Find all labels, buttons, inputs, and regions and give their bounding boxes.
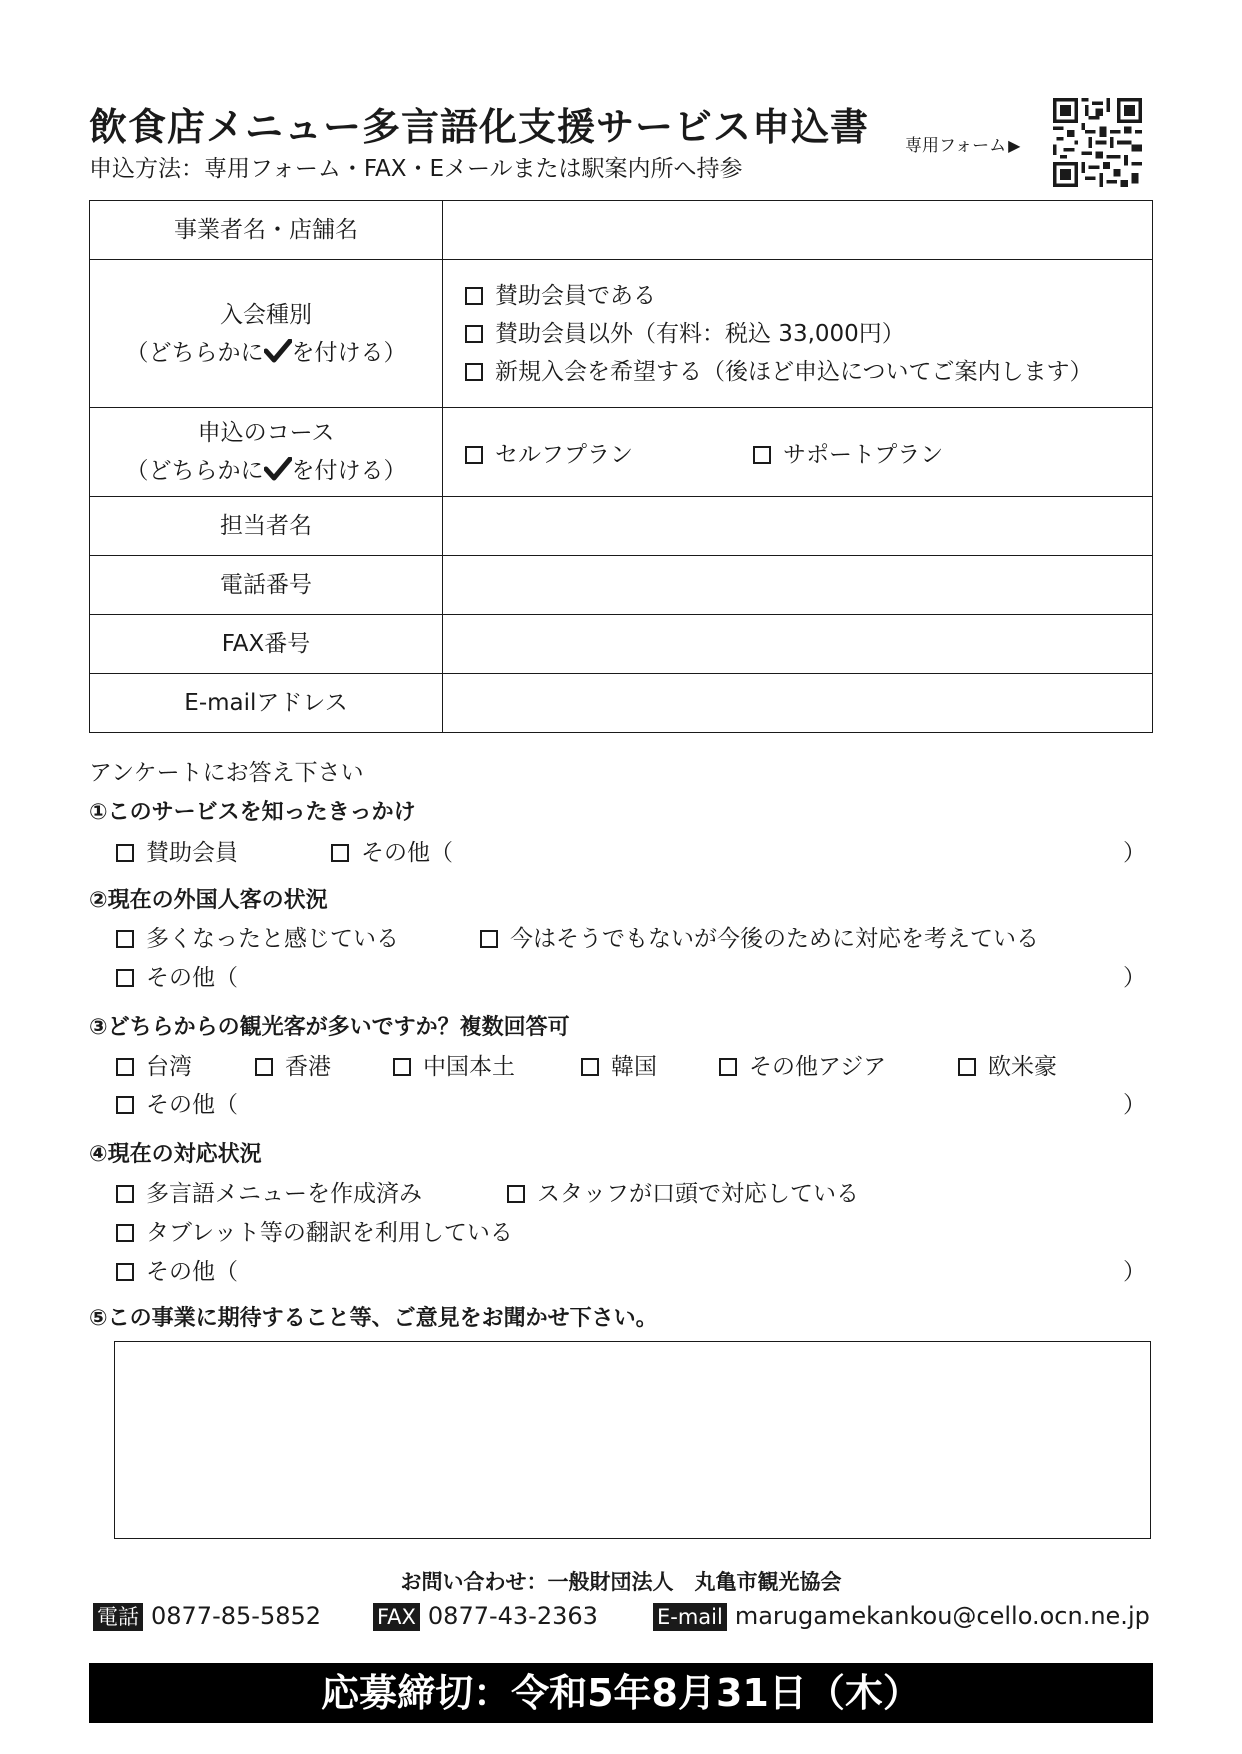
application-form-table [89, 200, 1153, 733]
membership-option[interactable] [465, 277, 1152, 315]
option-label: 香港 [285, 1054, 331, 1080]
q3-option[interactable] [393, 1048, 515, 1081]
checkmark-icon [264, 339, 292, 363]
deadline-banner: 応募締切：令和5年8月31日（木） [89, 1663, 1153, 1723]
q2-option-other[interactable] [116, 959, 238, 992]
option-label: サポートプラン [783, 441, 944, 468]
checkbox[interactable] [465, 325, 483, 343]
check-hint-prefix: （どちらかに [125, 339, 264, 366]
q3-option-other[interactable] [116, 1086, 238, 1119]
checkbox[interactable] [753, 446, 771, 464]
option-label: 韓国 [611, 1054, 657, 1080]
checkbox[interactable] [507, 1185, 525, 1203]
course-option-support[interactable] [753, 442, 943, 468]
check-hint-suffix: を付ける） [291, 458, 407, 484]
option-label: 台湾 [146, 1054, 192, 1080]
question-4-other [116, 1253, 1146, 1287]
question-4-options-2 [116, 1214, 1146, 1248]
option-label: 多言語メニューを作成済み [146, 1181, 422, 1207]
arrow-right-icon: ▶ [1008, 136, 1021, 155]
option-label: その他（ [146, 1092, 238, 1118]
q3-option[interactable] [255, 1048, 331, 1081]
question-1: ①このサービスを知ったきっかけ [89, 800, 416, 825]
membership-type-title: 入会種別 [220, 301, 312, 328]
option-label: その他（ [361, 840, 453, 866]
survey-intro: アンケートにお答え下さい [89, 760, 364, 786]
course-options [443, 408, 1153, 497]
email-address[interactable]: marugamekankou@cello.ocn.ne.jp [734, 1602, 1150, 1630]
option-label: 賛助会員以外（有料：税込 33,000円） [495, 320, 905, 347]
q4-option[interactable] [116, 1175, 422, 1208]
fax-tag: FAX [373, 1603, 420, 1631]
checkbox[interactable] [393, 1058, 411, 1076]
question-2-other [116, 959, 1146, 993]
application-method: 申込方法：専用フォーム・FAX・Eメールまたは駅案内所へ持参 [89, 156, 743, 182]
course-option-self[interactable] [465, 436, 753, 469]
question-3: ③どちらからの観光客が多いですか？複数回答可 [89, 1015, 570, 1040]
option-label: 賛助会員である [495, 282, 656, 309]
option-label: その他アジア [749, 1054, 887, 1080]
close-paren: ） [1123, 1259, 1146, 1285]
membership-option[interactable] [465, 315, 1152, 353]
close-paren: ） [1123, 1092, 1146, 1118]
checkbox[interactable] [116, 969, 134, 987]
question-3-options [116, 1048, 1146, 1082]
question-2: ②現在の外国人客の状況 [89, 888, 328, 913]
option-label: 多くなったと感じている [146, 926, 399, 952]
check-hint-prefix: （どちらかに [125, 458, 264, 484]
option-label: 賛助会員 [146, 840, 238, 866]
checkbox[interactable] [116, 1185, 134, 1203]
membership-option[interactable] [465, 353, 1152, 391]
membership-type-label [90, 260, 443, 408]
contact-person-field[interactable] [443, 497, 1153, 556]
checkbox[interactable] [116, 1224, 134, 1242]
qr-code[interactable] [1053, 98, 1142, 187]
contact-email [653, 1602, 1150, 1631]
option-label: 欧米豪 [988, 1054, 1057, 1080]
option-label: 今はそうでもないが今後のために対応を考えている [510, 926, 1039, 952]
option-label: セルフプラン [495, 441, 633, 468]
question-4-options [116, 1175, 1146, 1209]
question-2-options [116, 920, 1146, 954]
option-label: 新規入会を希望する（後ほど申込についてご案内します） [495, 358, 1093, 385]
checkbox[interactable] [116, 844, 134, 862]
checkbox[interactable] [465, 287, 483, 305]
page-title: 飲食店メニュー多言語化支援サービス申込書 [89, 105, 870, 149]
question-3-other [116, 1086, 1146, 1120]
checkbox[interactable] [719, 1058, 737, 1076]
business-name-field[interactable] [443, 201, 1153, 260]
close-paren: ） [1123, 965, 1146, 991]
question-4: ④現在の対応状況 [89, 1142, 262, 1167]
membership-options [443, 260, 1153, 408]
q4-option-other[interactable] [116, 1253, 238, 1286]
option-label: その他（ [146, 1259, 238, 1285]
question-1-options [116, 834, 1146, 868]
q4-option[interactable] [507, 1175, 859, 1208]
checkbox[interactable] [116, 1058, 134, 1076]
fax-field[interactable] [443, 615, 1153, 674]
check-hint [90, 452, 442, 490]
check-hint [90, 334, 442, 372]
business-name-label: 事業者名・店舗名 [90, 201, 443, 260]
email-field[interactable] [443, 674, 1153, 733]
fax-label: FAX番号 [90, 615, 443, 674]
checkbox[interactable] [116, 1263, 134, 1281]
checkbox[interactable] [958, 1058, 976, 1076]
q1-option[interactable] [116, 834, 238, 867]
checkbox[interactable] [465, 446, 483, 464]
checkbox[interactable] [255, 1058, 273, 1076]
email-tag: E-mail [653, 1603, 727, 1631]
option-label: 中国本土 [423, 1054, 515, 1080]
q4-option[interactable] [116, 1214, 513, 1247]
q1-option-other[interactable] [331, 834, 453, 867]
q3-option[interactable] [116, 1048, 192, 1081]
email-label: E-mailアドレス [90, 674, 443, 733]
checkbox[interactable] [331, 844, 349, 862]
checkbox[interactable] [480, 930, 498, 948]
q3-option[interactable] [719, 1048, 886, 1081]
close-paren: ） [1123, 840, 1146, 866]
qr-label-text: 専用フォーム [905, 136, 1007, 156]
question-5: ⑤この事業に期待すること等、ご意見をお聞かせ下さい。 [89, 1306, 658, 1331]
course-label [90, 408, 443, 497]
phone-field[interactable] [443, 556, 1153, 615]
q3-option[interactable] [958, 1048, 1057, 1081]
course-title: 申込のコース [197, 420, 335, 446]
qr-label [905, 131, 1020, 156]
contact-fax [373, 1602, 598, 1631]
q2-option[interactable] [116, 920, 399, 953]
contact-heading: お問い合わせ：一般財団法人 丸亀市観光協会 [400, 1570, 842, 1594]
q2-option[interactable] [480, 920, 1039, 953]
option-label: スタッフが口頭で対応している [537, 1181, 859, 1207]
contact-person-label: 担当者名 [90, 497, 443, 556]
phone-number: 0877-85-5852 [151, 1602, 322, 1630]
fax-number: 0877-43-2363 [427, 1602, 598, 1630]
option-label: タブレット等の翻訳を利用している [146, 1220, 513, 1246]
phone-label: 電話番号 [90, 556, 443, 615]
q3-option[interactable] [581, 1048, 657, 1081]
check-hint-suffix: を付ける） [291, 339, 407, 366]
phone-tag: 電話 [93, 1603, 143, 1631]
checkbox[interactable] [581, 1058, 599, 1076]
option-label: その他（ [146, 965, 238, 991]
comment-textarea[interactable] [114, 1341, 1151, 1539]
checkmark-icon [264, 457, 292, 481]
checkbox[interactable] [116, 1096, 134, 1114]
contact-phone [93, 1602, 321, 1631]
checkbox[interactable] [465, 363, 483, 381]
checkbox[interactable] [116, 930, 134, 948]
